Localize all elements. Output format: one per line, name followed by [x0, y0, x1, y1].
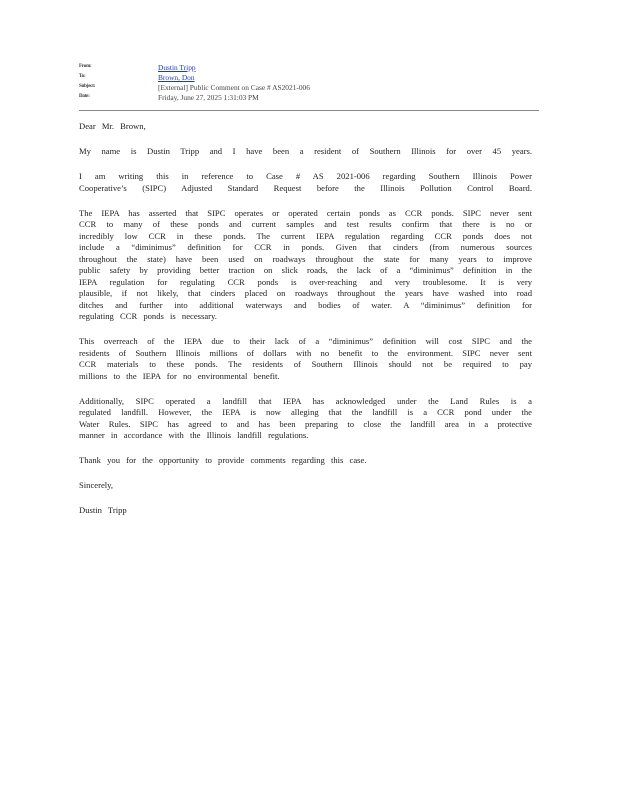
salutation: Dear Mr. Brown,	[79, 121, 146, 131]
signature: Dustin Tripp	[79, 505, 127, 515]
from-label: From:	[79, 64, 92, 69]
paragraph-line: CCR to many of these ponds and current samples and test results confirm that there is no or	[79, 219, 532, 229]
paragraph-reference	[79, 171, 532, 194]
paragraph-line: millions to the IEPA for no environmental benefit.	[79, 370, 280, 381]
letter-body	[79, 121, 532, 530]
from-row	[79, 63, 539, 73]
paragraph-line: regulating CCR ponds is necessary.	[79, 311, 217, 321]
paragraph-line: public safety by providing better traction on slick roads, the lack of a “diminimus” definition in the	[79, 265, 532, 275]
paragraph-line: I am writing this in reference to Case # AS 2021-006 regarding Southern Illinois Power	[79, 171, 532, 181]
subject-row	[79, 83, 539, 93]
closing-paragraph	[79, 480, 532, 492]
paragraph-line: residents of Southern Illinois millions of dollars with no benefit to the environment. SIPC never sent	[79, 347, 532, 358]
paragraph-line: This overreach of the IEPA due to their lack of a “diminimus” definition will cost SIPC and the	[79, 336, 532, 346]
paragraph-line: My name is Dustin Tripp and I have been a resident of Southern Illinois for over 45 years.	[79, 146, 532, 156]
paragraph-line: CCR materials to these ponds. The residents of Southern Illinois should not be required to pay	[79, 359, 532, 369]
salutation-paragraph	[79, 121, 532, 133]
paragraph-intro	[79, 146, 532, 158]
paragraph-iepa-assertion	[79, 208, 532, 323]
subject-value: [External] Public Comment on Case # AS2021-006	[158, 83, 310, 92]
from-sender-link[interactable]: Dustin Tripp	[158, 63, 196, 72]
date-row	[79, 93, 539, 103]
to-recipient-link[interactable]: Brown, Don	[158, 73, 195, 82]
header-divider	[79, 110, 539, 111]
paragraph-line: IEPA regulation for regulating CCR ponds is over-reaching and very troublesome. It is very	[79, 276, 532, 287]
paragraph-line: Thank you for the opportunity to provide comments regarding this case.	[79, 455, 367, 465]
closing: Sincerely,	[79, 480, 114, 490]
paragraph-line: plausible, if not likely, that cinders placed on roadways throughout the years have washed into road	[79, 288, 532, 298]
paragraph-line: ditches and further into additional waterways and bodies of water. A “diminimus” definition for	[79, 299, 532, 310]
date-label: Date:	[79, 94, 90, 99]
to-label: To:	[79, 74, 86, 79]
paragraph-line: throughout the state) have been used on roadways throughout the state for many years to improve	[79, 253, 532, 264]
signature-paragraph	[79, 505, 532, 517]
paragraph-landfill	[79, 396, 532, 442]
paragraph-line: regulated landfill. However, the IEPA is now alleging that the landfill is a CCR pond under the	[79, 407, 532, 417]
paragraph-line: include a “diminimus” definition for CCR in ponds. Given that cinders (from numerous sources	[79, 242, 532, 252]
paragraph-line: Cooperative’s (SIPC) Adjusted Standard Request before the Illinois Pollution Control Board.	[79, 182, 532, 193]
paragraph-thanks	[79, 455, 532, 467]
subject-label: Subject:	[79, 84, 96, 89]
to-row	[79, 73, 539, 83]
paragraph-line: The IEPA has asserted that SIPC operates or operated certain ponds as CCR ponds. SIPC never sent	[79, 207, 532, 218]
paragraph-line: Additionally, SIPC operated a landfill that IEPA has acknowledged under the Land Rules is a	[79, 395, 532, 406]
email-header	[79, 63, 539, 103]
paragraph-line: incredibly low CCR in these ponds. The current IEPA regulation regarding CCR ponds does not	[79, 230, 532, 241]
paragraph-line: Water Rules. SIPC has agreed to and has been preparing to close the landfill area in a protective	[79, 418, 532, 429]
paragraph-overreach	[79, 336, 532, 382]
date-value: Friday, June 27, 2025 1:31:03 PM	[158, 93, 259, 102]
paragraph-line: manner in accordance with the Illinois landfill regulations.	[79, 430, 309, 440]
